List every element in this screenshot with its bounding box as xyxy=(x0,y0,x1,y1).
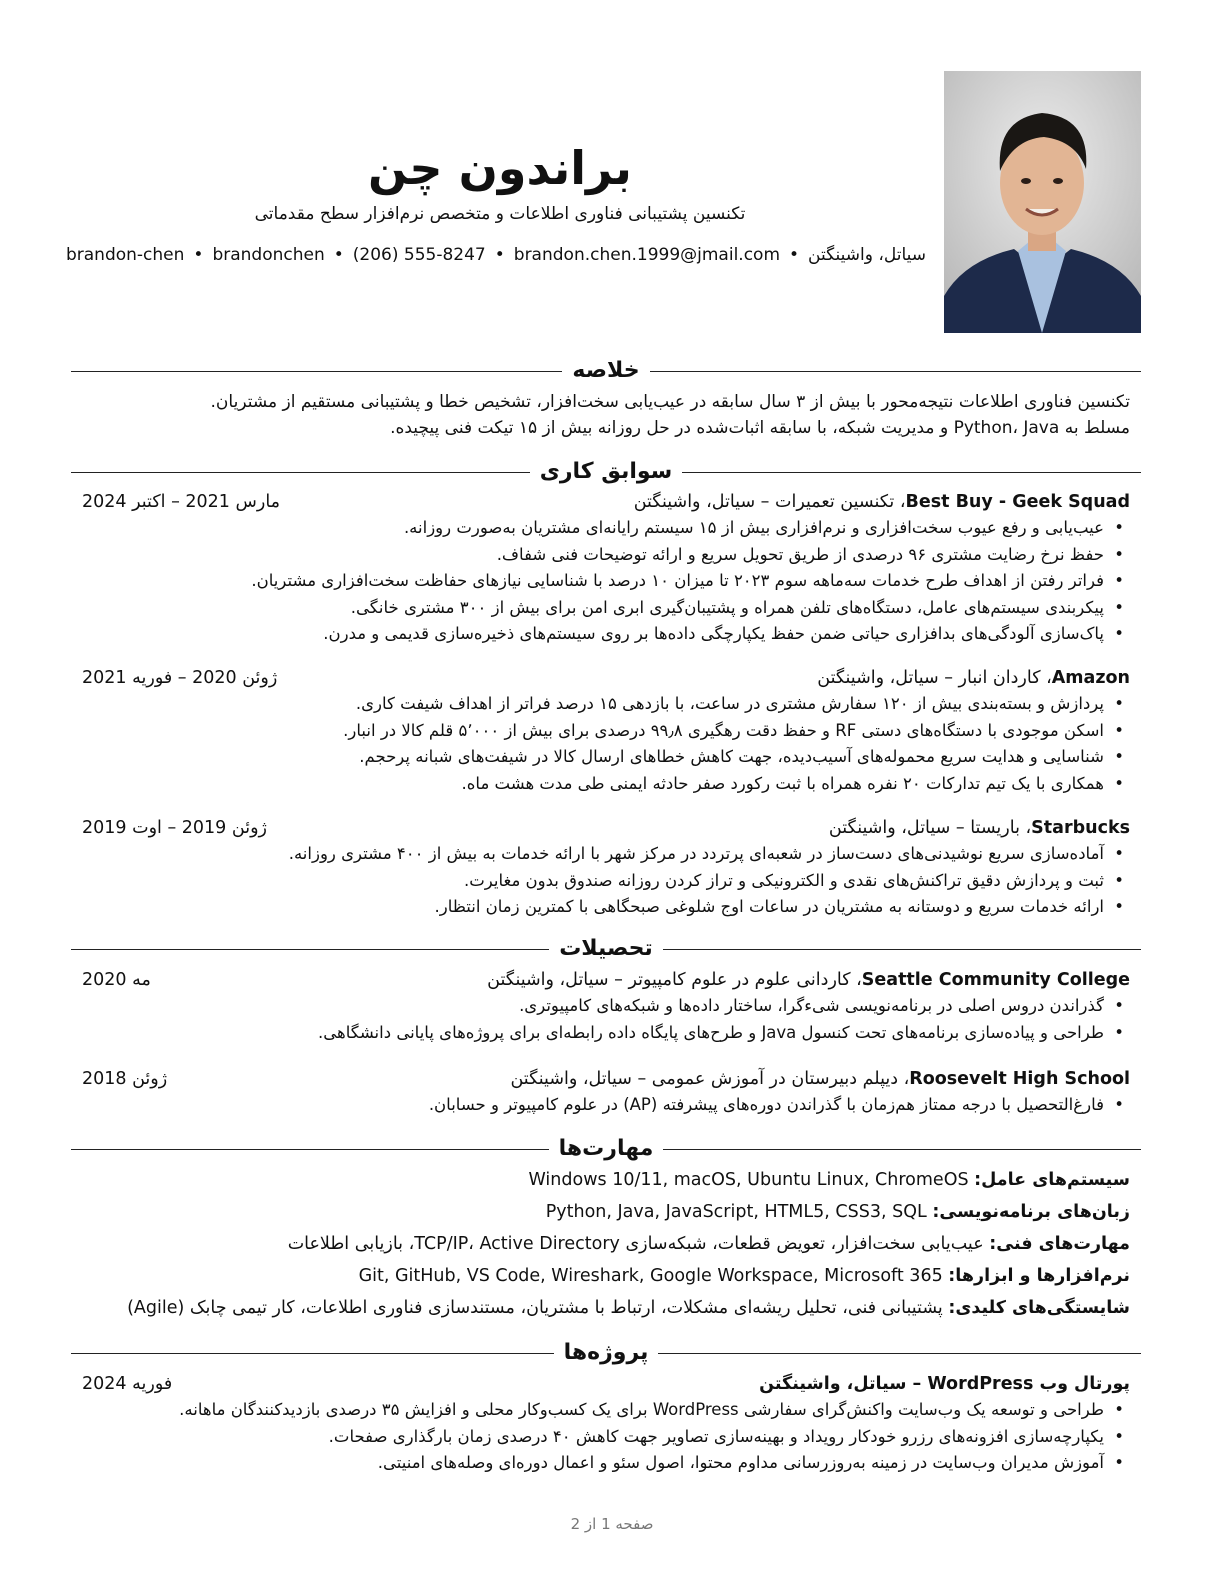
bullet-item: • ثبت و پردازش دقیق تراکنش‌های نقدی و الکترونیکی و تراز کردن روزانه صندوق بدون مغایرت. xyxy=(60,868,1130,895)
education-org: Roosevelt High School xyxy=(909,1069,1130,1089)
education-entry-header xyxy=(82,967,1130,993)
page-number: صفحه 1 از 2 xyxy=(570,1515,654,1533)
skill-value: عیب‌یابی سخت‌افزار، تعویض قطعات، شبکه‌سازی TCP/IP، Active Directory، بازیابی اطلاعات xyxy=(287,1234,990,1254)
experience-bullets xyxy=(60,515,1130,648)
bullet-item: • اسکن موجودی با دستگاه‌های دستی RF و حفظ دقت رهگیری ۹۹٫۸ درصدی برای بیش از ۵٬۰۰۰ قلم کالا در انبار. xyxy=(60,718,1130,745)
skill-label: زبان‌های برنامه‌نویسی: xyxy=(932,1202,1130,1222)
section-rule xyxy=(71,371,562,372)
experience-bullets xyxy=(60,691,1130,797)
contact-line xyxy=(66,243,926,267)
contact-separator: • xyxy=(193,245,204,265)
education-degree: ، دیپلم دبیرستان در آموزش عمومی – سیاتل، واشینگتن xyxy=(510,1069,910,1089)
experience-role: ، باریستا – سیاتل، واشینگتن xyxy=(828,818,1032,838)
experience-org: Best Buy - Geek Squad xyxy=(905,492,1130,512)
experience-entry-header xyxy=(82,489,1130,515)
skill-label: شایستگی‌های کلیدی: xyxy=(948,1298,1130,1318)
skill-row xyxy=(546,1198,1130,1226)
skill-value: Git, GitHub, VS Code, Wireshark, Google Workspace, Microsoft 365 xyxy=(358,1266,949,1286)
project-bullets xyxy=(60,1397,1130,1477)
section-title: پروژه‌ها xyxy=(563,1340,649,1365)
section-rule xyxy=(663,1149,1141,1150)
section-rule xyxy=(71,1149,549,1150)
skill-value: Windows 10/11, macOS, Ubuntu Linux, ChromeOS xyxy=(528,1170,975,1190)
bullet-item: • شناسایی و هدایت سریع محموله‌های آسیب‌دیده، جهت کاهش خطاهای ارسال کالا در شیفت‌های شبانه پرحجم. xyxy=(60,744,1130,771)
candidate-subtitle: تکنسین پشتیبانی فناوری اطلاعات و متخصص نرم‌افزار سطح مقدماتی xyxy=(254,204,746,224)
skill-value: پشتیبانی فنی، تحلیل ریشه‌ای مشکلات، ارتباط با مشتریان، مستندسازی فناوری اطلاعات، کار تیمی چابک (Agile) xyxy=(127,1298,949,1318)
skill-label: مهارت‌های فنی: xyxy=(989,1234,1130,1254)
skill-label: نرم‌افزارها و ابزارها: xyxy=(948,1266,1130,1286)
experience-org-line xyxy=(634,489,1130,515)
contact-separator: • xyxy=(494,245,505,265)
project-date: فوریه 2024 xyxy=(82,1374,173,1394)
contact-phone: (206) 555-8247 xyxy=(352,245,486,265)
skill-value: Python, Java, JavaScript, HTML5, CSS3, SQL xyxy=(545,1202,933,1222)
bullet-item: • حفظ نرخ رضایت مشتری ۹۶ درصدی از طریق تحویل سریع و ارائه توضیحات فنی شفاف. xyxy=(60,542,1130,569)
bullet-item: • آموزش مدیران وب‌سایت در زمینه به‌روزرسانی مداوم محتوا، اصول سئو و اعمال دوره‌ای وصله‌های امنیتی. xyxy=(60,1450,1130,1477)
skill-row xyxy=(529,1166,1130,1194)
section-experience-heading xyxy=(71,456,1141,488)
project-title: پورتال وب WordPress – سیاتل، واشینگتن xyxy=(759,1374,1130,1394)
bullet-item: • پیکربندی سیستم‌های عامل، دستگاه‌های تلفن همراه و پشتیبان‌گیری ابری امن برای بیش از ۳۰۰ مشتری خانگی. xyxy=(60,595,1130,622)
bullet-item: • فراتر رفتن از اهداف طرح خدمات سه‌ماهه سوم ۲۰۲۳ تا میزان ۱۰ درصد با شناسایی نیازهای حفاظت سخت‌افزاری مشتریان. xyxy=(60,568,1130,595)
section-projects-heading xyxy=(71,1337,1141,1369)
contact-email[interactable]: brandon.chen.1999@jmail.com xyxy=(513,245,781,265)
education-org-line xyxy=(510,1066,1130,1092)
profile-photo xyxy=(944,71,1141,333)
section-rule xyxy=(658,1353,1141,1354)
section-rule xyxy=(71,472,530,473)
bullet-item: • ارائه خدمات سریع و دوستانه به مشتریان در ساعات اوج شلوغی صبحگاهی با کمترین زمان انتظار. xyxy=(60,894,1130,921)
bullet-item: • طراحی و توسعه یک وب‌سایت واکنش‌گرای سفارشی WordPress برای یک کسب‌وکار محلی و افزایش ۳۵ درصدی بازدیدکنندگان ماهانه. xyxy=(60,1397,1130,1424)
candidate-name: براندون چن xyxy=(368,141,632,195)
experience-date: ژوئن 2019 – اوت 2019 xyxy=(82,818,267,838)
skill-row xyxy=(127,1294,1130,1322)
experience-entry-header xyxy=(82,815,1130,841)
section-rule xyxy=(71,949,549,950)
experience-entry-header xyxy=(82,665,1130,691)
contact-location: سیاتل، واشینگتن xyxy=(808,245,926,265)
skill-row xyxy=(288,1230,1130,1258)
section-rule xyxy=(682,472,1141,473)
bullet-item: • آماده‌سازی سریع نوشیدنی‌های دست‌ساز در شعبه‌ای پرتردد در مرکز شهر با ارائه خدمات به بیش از ۴۰۰ مشتری روزانه. xyxy=(60,841,1130,868)
education-org: Seattle Community College xyxy=(861,970,1130,990)
section-title: خلاصه xyxy=(572,358,640,383)
project-title-line xyxy=(759,1371,1130,1397)
experience-role: ، تکنسین تعمیرات – سیاتل، واشینگتن xyxy=(633,492,906,512)
education-date: ژوئن 2018 xyxy=(82,1069,168,1089)
contact-separator: • xyxy=(789,245,800,265)
experience-role: ، کاردان انبار – سیاتل، واشینگتن xyxy=(817,668,1052,688)
bullet-item: • طراحی و پیاده‌سازی برنامه‌های تحت کنسول Java و طرح‌های پایگاه داده رابطه‌ای برای پروژه‌های پایانی دانشگاهی. xyxy=(60,1020,1130,1047)
experience-date: ژوئن 2020 – فوریه 2021 xyxy=(82,668,278,688)
summary-line-1: تکنسین فناوری اطلاعات نتیجه‌محور با بیش از ۳ سال سابقه در عیب‌یابی سخت‌افزار، تشخیص خطا و پشتیبانی مستقیم از مشتریان. xyxy=(210,392,1130,412)
section-rule xyxy=(663,949,1141,950)
section-title: سوابق کاری xyxy=(539,459,673,484)
education-bullets xyxy=(60,1092,1130,1119)
bullet-item: • پاک‌سازی آلودگی‌های بدافزاری حیاتی ضمن حفظ یکپارچگی داده‌ها بر روی سیستم‌های ذخیره‌سازی قدیمی و مدرن. xyxy=(60,621,1130,648)
experience-bullets xyxy=(60,841,1130,921)
bullet-item: • گذراندن دروس اصلی در برنامه‌نویسی شیءگرا، ساختار داده‌ها و شبکه‌های کامپیوتری. xyxy=(60,993,1130,1020)
bullet-item: • پردازش و بسته‌بندی بیش از ۱۲۰ سفارش مشتری در ساعت، با بازدهی ۱۵ درصد فراتر از اهداف شیفت کاری. xyxy=(60,691,1130,718)
education-entry-header xyxy=(82,1066,1130,1092)
bullet-item: • همکاری با یک تیم تدارکات ۲۰ نفره همراه با ثبت رکورد صفر حادثه ایمنی طی مدت هشت ماه. xyxy=(60,771,1130,798)
section-rule xyxy=(71,1353,554,1354)
education-degree: ، کاردانی علوم در علوم کامپیوتر – سیاتل، واشینگتن xyxy=(487,970,862,990)
section-rule xyxy=(650,371,1141,372)
education-date: مه 2020 xyxy=(82,970,151,990)
experience-org: Amazon xyxy=(1051,668,1130,688)
section-title: تحصیلات xyxy=(559,936,653,961)
section-education-heading xyxy=(71,933,1141,965)
section-title: مهارت‌ها xyxy=(558,1136,654,1161)
contact-github[interactable]: brandonchen xyxy=(212,245,325,265)
experience-org: Starbucks xyxy=(1031,818,1130,838)
skill-label: سیستم‌های عامل: xyxy=(974,1170,1130,1190)
education-bullets xyxy=(60,993,1130,1046)
bullet-item: • عیب‌یابی و رفع عیوب سخت‌افزاری و نرم‌افزاری بیش از ۱۵ سیستم رایانه‌ای مشتریان به‌صورت روزانه. xyxy=(60,515,1130,542)
summary-line-2: مسلط به Python، Java و مدیریت شبکه، با سابقه اثبات‌شده در حل روزانه بیش از ۱۵ تیکت فنی پیچیده. xyxy=(390,418,1130,438)
section-summary-heading xyxy=(71,355,1141,387)
bullet-item: • فارغ‌التحصیل با درجه ممتاز هم‌زمان با گذراندن دوره‌های پیشرفته (AP) در علوم کامپیوتر و حسابان. xyxy=(60,1092,1130,1119)
contact-separator: • xyxy=(333,245,344,265)
project-entry-header xyxy=(82,1371,1130,1397)
experience-date: مارس 2021 – اکتبر 2024 xyxy=(82,492,281,512)
contact-linkedin[interactable]: brandon-chen xyxy=(65,245,185,265)
profile-photo-illustration xyxy=(944,71,1141,333)
experience-org-line xyxy=(829,815,1130,841)
bullet-item: • یکپارچه‌سازی افزونه‌های رزرو خودکار رویداد و بهینه‌سازی تصاویر جهت کاهش ۴۰ درصدی زمان بارگذاری صفحات. xyxy=(60,1424,1130,1451)
skill-row xyxy=(359,1262,1130,1290)
section-skills-heading xyxy=(71,1133,1141,1165)
education-org-line xyxy=(487,967,1130,993)
experience-org-line xyxy=(817,665,1130,691)
